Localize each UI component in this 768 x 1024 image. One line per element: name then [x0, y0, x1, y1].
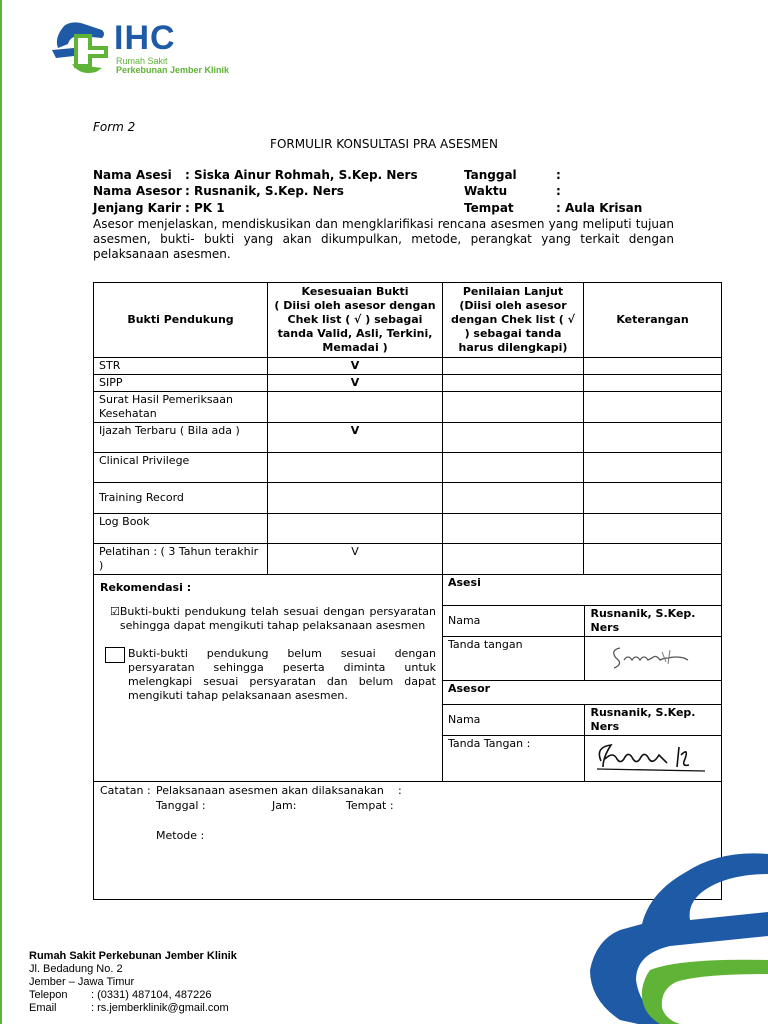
- evidence-table: [93, 282, 722, 900]
- row-keterangan[interactable]: [584, 392, 722, 423]
- left-accent-line: [0, 0, 2, 1024]
- row-penilaian[interactable]: [443, 483, 584, 514]
- row-keterangan[interactable]: [584, 423, 722, 453]
- footer-phone-label: Telepon: [29, 989, 68, 1001]
- footer-email-value: : rs.jemberklinik@gmail.com: [91, 1002, 229, 1014]
- row-keterangan[interactable]: [584, 514, 722, 544]
- footer-name: Rumah Sakit Perkebunan Jember Klinik: [29, 950, 237, 962]
- row-keterangan[interactable]: [584, 453, 722, 483]
- row-penilaian[interactable]: [443, 392, 584, 423]
- header-penilaian: Penilaian Lanjut (Diisi oleh asesor dengan Chek list ( √ ) sebagai tanda harus dilengkapi): [443, 283, 584, 358]
- footer-phone-value: : (0331) 487104, 487226: [91, 989, 212, 1001]
- row-kesesuaian[interactable]: [268, 392, 443, 423]
- catatan-tanggal[interactable]: Tanggal :: [156, 799, 206, 812]
- table-row: [94, 514, 722, 544]
- catatan-tempat[interactable]: Tempat :: [346, 799, 394, 812]
- catatan-line1-colon: :: [398, 784, 402, 797]
- row-bukti: Pelatihan : ( 3 Tahun terakhir ): [94, 544, 268, 575]
- header-keterangan: Keterangan: [584, 283, 722, 358]
- asesor-ttd-label: Tanda Tangan :: [443, 735, 584, 781]
- jenjang-label: Jenjang Karir: [93, 201, 182, 215]
- table-row: [94, 375, 722, 392]
- row-bukti: Log Book: [94, 514, 268, 544]
- tempat-value: : Aula Krisan: [556, 201, 643, 215]
- row-penilaian[interactable]: [443, 358, 584, 375]
- row-bukti: SIPP: [94, 375, 268, 392]
- row-keterangan[interactable]: [584, 375, 722, 392]
- recommendation-row: [94, 575, 722, 782]
- row-keterangan[interactable]: [584, 358, 722, 375]
- nama-asesi-value: : Siska Ainur Rohmah, S.Kep. Ners: [185, 168, 418, 182]
- rekomendasi-label: Rekomendasi :: [100, 581, 192, 594]
- table-header-row: [94, 283, 722, 358]
- option-approved[interactable]: [110, 605, 436, 633]
- row-kesesuaian[interactable]: V: [268, 358, 443, 375]
- catatan-line1: Pelaksanaan asesmen akan dilaksanakan: [156, 784, 384, 797]
- footer-email-label: Email: [29, 1002, 57, 1014]
- checked-box-icon[interactable]: ☑: [110, 605, 120, 618]
- option-rejected-text: Bukti-bukti pendukung belum sesuai dengan persyaratan sehingga peserta diminta untuk melengkapi sesuai persyaratan dan belum dapat mengikuti tahap pelaksanaan asesmen.: [128, 647, 436, 702]
- logo-subtitle-1: Rumah Sakit: [116, 56, 168, 66]
- header-bukti: Bukti Pendukung: [94, 283, 268, 358]
- form-number: Form 2: [93, 120, 136, 134]
- asesor-signature-area[interactable]: [584, 735, 721, 781]
- row-penilaian[interactable]: [443, 453, 584, 483]
- option-rejected[interactable]: [105, 647, 436, 703]
- asesi-nama-value: Rusnanik, S.Kep. Ners: [584, 605, 721, 636]
- option-approved-text: Bukti-bukti pendukung telah sesuai dengan persyaratan sehingga dapat mengikuti tahap pelaksanaan asesmen: [119, 605, 436, 632]
- signature-cell: [443, 575, 722, 782]
- footer-address-1: Jl. Bedadung No. 2: [29, 963, 123, 975]
- row-kesesuaian[interactable]: [268, 514, 443, 544]
- row-kesesuaian[interactable]: V: [268, 423, 443, 453]
- intro-paragraph: Asesor menjelaskan, mendiskusikan dan mengklarifikasi rencana asesmen yang meliputi tujuan asesmen, bukti- bukti yang akan dikumpulkan, metode, perangkat yang terkait dengan pelaksanaan asesmen.: [93, 217, 674, 261]
- asesor-signature-icon: [593, 737, 713, 773]
- waktu-label: Waktu: [464, 184, 508, 198]
- row-bukti: Training Record: [94, 483, 268, 514]
- table-row: [94, 544, 722, 575]
- row-penilaian[interactable]: [443, 544, 584, 575]
- nama-asesor-value: : Rusnanik, S.Kep. Ners: [185, 184, 344, 198]
- header-kesesuaian: Kesesuaian Bukti ( Diisi oleh asesor dengan Chek list ( √ ) sebagai tanda Valid, Asli, Terkini, Memadai ): [268, 283, 443, 358]
- footer: [29, 950, 237, 1015]
- row-penilaian[interactable]: [443, 375, 584, 392]
- row-kesesuaian[interactable]: V: [268, 544, 443, 575]
- asesi-label: Asesi: [443, 575, 721, 605]
- row-keterangan[interactable]: [584, 544, 722, 575]
- nama-asesor-label: Nama Asesor: [93, 184, 182, 198]
- jenjang-value: : PK 1: [185, 201, 225, 215]
- signature-table: [443, 575, 721, 781]
- table-row: [94, 453, 722, 483]
- catatan-jam[interactable]: Jam:: [272, 799, 297, 812]
- asesi-nama-label: Nama: [443, 605, 584, 636]
- row-bukti: Surat Hasil Pemeriksaan Kesehatan: [94, 392, 268, 423]
- catatan-metode[interactable]: Metode :: [156, 829, 205, 842]
- form-title: FORMULIR KONSULTASI PRA ASESMEN: [270, 137, 498, 151]
- row-penilaian[interactable]: [443, 514, 584, 544]
- row-bukti: Clinical Privilege: [94, 453, 268, 483]
- asesi-signature-icon: [608, 638, 698, 672]
- row-bukti: Ijazah Terbaru ( Bila ada ): [94, 423, 268, 453]
- logo-text: IHC: [114, 19, 176, 57]
- row-kesesuaian[interactable]: V: [268, 375, 443, 392]
- tanggal-label: Tanggal: [464, 168, 517, 182]
- asesi-ttd-label: Tanda tangan: [443, 636, 584, 680]
- waktu-value: :: [556, 184, 561, 198]
- table-row: [94, 392, 722, 423]
- asesi-signature-area[interactable]: [584, 636, 721, 680]
- tempat-label: Tempat: [464, 201, 514, 215]
- logo-subtitle-2: Perkebunan Jember Klinik: [116, 65, 230, 75]
- nama-asesi-label: Nama Asesi: [93, 168, 172, 182]
- row-kesesuaian[interactable]: [268, 483, 443, 514]
- catatan-label: Catatan :: [100, 784, 151, 797]
- row-penilaian[interactable]: [443, 423, 584, 453]
- row-bukti: STR: [94, 358, 268, 375]
- asesor-nama-value: Rusnanik, S.Kep. Ners: [584, 704, 721, 735]
- table-row: [94, 358, 722, 375]
- footer-address-2: Jember – Jawa Timur: [29, 976, 135, 988]
- asesor-label: Asesor: [443, 680, 721, 704]
- recommendation-cell: [94, 575, 443, 782]
- table-row: [94, 423, 722, 453]
- row-keterangan[interactable]: [584, 483, 722, 514]
- decorative-logo-swoosh-icon: [590, 850, 768, 1024]
- unchecked-box-icon[interactable]: [105, 647, 125, 663]
- row-kesesuaian[interactable]: [268, 453, 443, 483]
- table-row: [94, 483, 722, 514]
- tanggal-value: :: [556, 168, 561, 182]
- asesor-nama-label: Nama: [443, 704, 584, 735]
